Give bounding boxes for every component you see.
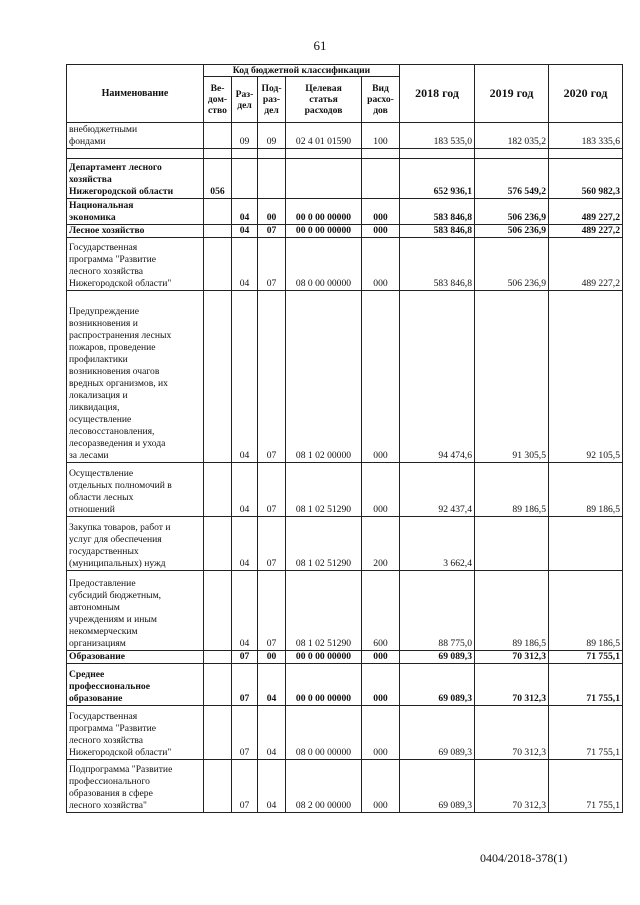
podrazdel-cell: 07 — [258, 571, 286, 651]
vedomstvo-cell — [204, 706, 232, 760]
amount-2020-cell: 89 186,5 — [549, 463, 623, 517]
podrazdel-cell: 07 — [258, 517, 286, 571]
amount-2020-cell: 71 755,1 — [549, 706, 623, 760]
expense-type-cell — [362, 159, 400, 199]
razdel-cell — [232, 149, 258, 159]
header-razdel: Раз- дел — [232, 77, 258, 123]
razdel-cell: 04 — [232, 291, 258, 463]
target-article-cell: 08 1 02 51290 — [286, 571, 362, 651]
amount-2019-cell: 70 312,3 — [475, 706, 549, 760]
razdel-cell — [232, 159, 258, 199]
vedomstvo-cell — [204, 123, 232, 149]
expense-type-cell: 000 — [362, 651, 400, 664]
amount-2019-cell: 70 312,3 — [475, 651, 549, 664]
amount-2019-cell: 506 236,9 — [475, 225, 549, 238]
vedomstvo-cell — [204, 225, 232, 238]
vedomstvo-cell — [204, 199, 232, 225]
table-row — [67, 463, 623, 517]
row-name-cell: Государственная программа "Развитие лесного хозяйства Нижегородской области" — [67, 238, 204, 291]
table-row — [67, 225, 623, 238]
row-name-cell: Государственная программа "Развитие лесного хозяйства Нижегородской области" — [67, 706, 204, 760]
razdel-cell: 07 — [232, 651, 258, 664]
target-article-cell — [286, 159, 362, 199]
amount-2018-cell: 94 474,6 — [400, 291, 475, 463]
amount-2019-cell: 91 305,5 — [475, 291, 549, 463]
vedomstvo-cell — [204, 238, 232, 291]
expense-type-cell: 000 — [362, 199, 400, 225]
header-expense-type: Вид расхо- дов — [362, 77, 400, 123]
amount-2019-cell: 89 186,5 — [475, 571, 549, 651]
table-row — [67, 123, 623, 149]
target-article-cell: 00 0 00 00000 — [286, 664, 362, 706]
row-name-cell: Лесное хозяйство — [67, 225, 204, 238]
header-2018: 2018 год — [400, 65, 475, 123]
vedomstvo-cell — [204, 664, 232, 706]
amount-2018-cell: 183 535,0 — [400, 123, 475, 149]
target-article-cell: 08 1 02 51290 — [286, 517, 362, 571]
amount-2018-cell: 92 437,4 — [400, 463, 475, 517]
expense-type-cell — [362, 149, 400, 159]
expense-type-cell: 000 — [362, 463, 400, 517]
vedomstvo-cell — [204, 149, 232, 159]
table-row — [67, 517, 623, 571]
podrazdel-cell: 07 — [258, 238, 286, 291]
amount-2018-cell: 583 846,8 — [400, 199, 475, 225]
podrazdel-cell: 00 — [258, 651, 286, 664]
header-target-article: Целевая статья расходов — [286, 77, 362, 123]
podrazdel-cell: 04 — [258, 664, 286, 706]
target-article-cell — [286, 149, 362, 159]
amount-2020-cell: 183 335,6 — [549, 123, 623, 149]
header-2020: 2020 год — [549, 65, 623, 123]
row-name-cell: Закупка товаров, работ и услуг для обеспечения государственных (муниципальных) нужд — [67, 517, 204, 571]
vedomstvo-cell — [204, 760, 232, 813]
table-row — [67, 706, 623, 760]
amount-2018-cell: 69 089,3 — [400, 664, 475, 706]
header-name: Наименование — [67, 65, 204, 123]
amount-2018-cell: 88 775,0 — [400, 571, 475, 651]
amount-2019-cell: 70 312,3 — [475, 664, 549, 706]
podrazdel-cell: 04 — [258, 706, 286, 760]
amount-2018-cell: 69 089,3 — [400, 706, 475, 760]
podrazdel-cell: 07 — [258, 463, 286, 517]
amount-2018-cell — [400, 149, 475, 159]
row-name-cell: Среднее профессиональное образование — [67, 664, 204, 706]
amount-2020-cell: 489 227,2 — [549, 238, 623, 291]
vedomstvo-cell: 056 — [204, 159, 232, 199]
amount-2020-cell: 489 227,2 — [549, 199, 623, 225]
amount-2020-cell: 71 755,1 — [549, 760, 623, 813]
document-code: 0404/2018-378(1) — [480, 851, 568, 865]
podrazdel-cell — [258, 159, 286, 199]
table-body — [67, 123, 623, 813]
amount-2019-cell — [475, 149, 549, 159]
amount-2019-cell: 89 186,5 — [475, 463, 549, 517]
amount-2018-cell: 69 089,3 — [400, 760, 475, 813]
amount-2018-cell: 583 846,8 — [400, 238, 475, 291]
podrazdel-cell: 09 — [258, 123, 286, 149]
amount-2020-cell: 71 755,1 — [549, 651, 623, 664]
expense-type-cell: 000 — [362, 760, 400, 813]
table-row — [67, 238, 623, 291]
row-name-cell: Образование — [67, 651, 204, 664]
amount-2018-cell: 652 936,1 — [400, 159, 475, 199]
razdel-cell: 04 — [232, 238, 258, 291]
expense-type-cell: 100 — [362, 123, 400, 149]
vedomstvo-cell — [204, 463, 232, 517]
target-article-cell: 08 0 00 00000 — [286, 238, 362, 291]
target-article-cell: 00 0 00 00000 — [286, 651, 362, 664]
expense-type-cell: 000 — [362, 238, 400, 291]
amount-2019-cell: 70 312,3 — [475, 760, 549, 813]
table-row — [67, 664, 623, 706]
expense-type-cell: 000 — [362, 664, 400, 706]
row-name-cell: Департамент лесного хозяйства Нижегородской области — [67, 159, 204, 199]
row-name-cell: внебюджетными фондами — [67, 123, 204, 149]
target-article-cell: 08 2 00 00000 — [286, 760, 362, 813]
header-podrazdel: Под- раз- дел — [258, 77, 286, 123]
razdel-cell: 09 — [232, 123, 258, 149]
amount-2019-cell: 182 035,2 — [475, 123, 549, 149]
header-classification-group: Код бюджетной классификации — [204, 65, 400, 77]
expense-type-cell: 200 — [362, 517, 400, 571]
target-article-cell: 02 4 01 01590 — [286, 123, 362, 149]
target-article-cell: 00 0 00 00000 — [286, 225, 362, 238]
expense-type-cell: 000 — [362, 706, 400, 760]
amount-2020-cell: 89 186,5 — [549, 571, 623, 651]
vedomstvo-cell — [204, 291, 232, 463]
razdel-cell: 07 — [232, 706, 258, 760]
podrazdel-cell: 07 — [258, 225, 286, 238]
razdel-cell: 07 — [232, 760, 258, 813]
amount-2020-cell: 92 105,5 — [549, 291, 623, 463]
amount-2018-cell: 69 089,3 — [400, 651, 475, 664]
vedomstvo-cell — [204, 571, 232, 651]
target-article-cell: 00 0 00 00000 — [286, 199, 362, 225]
amount-2020-cell — [549, 149, 623, 159]
page-number: 61 — [313, 38, 327, 53]
amount-2019-cell — [475, 517, 549, 571]
table-row — [67, 571, 623, 651]
amount-2018-cell: 583 846,8 — [400, 225, 475, 238]
row-name-cell: Осуществление отдельных полномочий в области лесных отношений — [67, 463, 204, 517]
razdel-cell: 07 — [232, 664, 258, 706]
amount-2020-cell: 489 227,2 — [549, 225, 623, 238]
target-article-cell: 08 1 02 51290 — [286, 463, 362, 517]
target-article-cell: 08 0 00 00000 — [286, 706, 362, 760]
target-article-cell: 08 1 02 00000 — [286, 291, 362, 463]
razdel-cell: 04 — [232, 225, 258, 238]
table-row — [67, 199, 623, 225]
podrazdel-cell — [258, 149, 286, 159]
table-row — [67, 651, 623, 664]
vedomstvo-cell — [204, 517, 232, 571]
row-name-cell: Национальная экономика — [67, 199, 204, 225]
amount-2020-cell — [549, 517, 623, 571]
razdel-cell: 04 — [232, 571, 258, 651]
amount-2018-cell: 3 662,4 — [400, 517, 475, 571]
razdel-cell: 04 — [232, 199, 258, 225]
row-name-cell: Предоставление субсидий бюджетным, автономным учреждениям и иным некоммерческим организациям — [67, 571, 204, 651]
header-2019: 2019 год — [475, 65, 549, 123]
podrazdel-cell: 07 — [258, 291, 286, 463]
row-name-cell — [67, 149, 204, 159]
row-name-cell: Предупреждение возникновения и распространения лесных пожаров, проведение профилактики возникновения очагов вредных организмов, их локализация и ликвидация, осуществление лесовосстановления, лесоразведения и ухода за лесами — [67, 291, 204, 463]
budget-table — [66, 64, 623, 813]
amount-2020-cell: 71 755,1 — [549, 664, 623, 706]
amount-2020-cell: 560 982,3 — [549, 159, 623, 199]
expense-type-cell: 000 — [362, 291, 400, 463]
table-row — [67, 760, 623, 813]
header-vedomstvo: Ве- дом- ство — [204, 77, 232, 123]
table-row — [67, 149, 623, 159]
razdel-cell: 04 — [232, 463, 258, 517]
razdel-cell: 04 — [232, 517, 258, 571]
table-row — [67, 159, 623, 199]
table-row — [67, 291, 623, 463]
amount-2019-cell: 576 549,2 — [475, 159, 549, 199]
podrazdel-cell: 00 — [258, 199, 286, 225]
amount-2019-cell: 506 236,9 — [475, 238, 549, 291]
expense-type-cell: 600 — [362, 571, 400, 651]
row-name-cell: Подпрограмма "Развитие профессионального образования в сфере лесного хозяйства" — [67, 760, 204, 813]
expense-type-cell: 000 — [362, 225, 400, 238]
podrazdel-cell: 04 — [258, 760, 286, 813]
amount-2019-cell: 506 236,9 — [475, 199, 549, 225]
vedomstvo-cell — [204, 651, 232, 664]
